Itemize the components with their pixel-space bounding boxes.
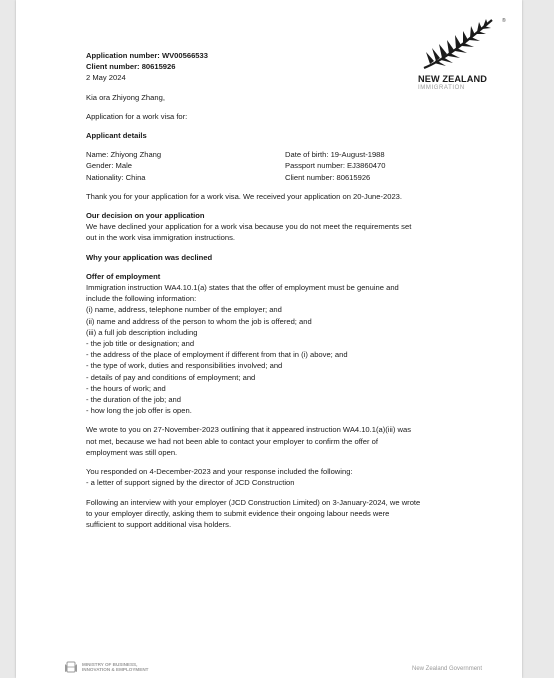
following-line: sufficient to support additional visa holders. xyxy=(86,519,232,529)
offer-line: (iii) a full job description including xyxy=(86,327,198,337)
applicant-gender: Gender: Male xyxy=(86,161,133,171)
ministry-line-1: MINISTRY OF BUSINESS, xyxy=(82,662,138,667)
why-heading: Why your application was declined xyxy=(86,252,213,262)
nz-government-logo: New Zealand Government xyxy=(412,666,483,672)
application-number: Application number: WV00566533 xyxy=(86,51,208,60)
offer-line: Immigration instruction WA4.10.1(a) states that the offer of employment must be genuine and xyxy=(86,283,399,293)
application-for: Application for a work visa for: xyxy=(86,111,188,121)
letter-body xyxy=(86,50,486,530)
registered-mark: ® xyxy=(502,18,506,24)
responded-line: - a letter of support signed by the director of JCD Construction xyxy=(86,478,295,488)
offer-line: include the following information: xyxy=(86,294,197,304)
wrote-line: We wrote to you on 27-November-2023 outlining that it appeared instruction WA4.10.1(a)(iii) was xyxy=(86,425,412,435)
applicant-passport: Passport number: EJ3860470 xyxy=(285,161,386,171)
logo-subline: IMMIGRATION xyxy=(418,85,465,91)
offer-line: (i) name, address, telephone number of the employer; and xyxy=(86,305,282,315)
applicant-row-2 xyxy=(86,160,486,171)
following-line: Following an interview with your employer (JCD Construction Limited) on 3-January-2024, we wrote xyxy=(86,497,421,507)
logo-wordmark: NEW ZEALAND xyxy=(418,74,487,84)
applicant-dob: Date of birth: 19-August-1988 xyxy=(285,150,385,160)
thank-you-paragraph: Thank you for your application for a work visa. We received your application on 20-June-2023. xyxy=(86,191,403,201)
offer-line: - the type of work, duties and responsibilities involved; and xyxy=(86,361,283,371)
wrote-line: employment was still open. xyxy=(86,447,178,457)
applicant-name: Name: Zhiyong Zhang xyxy=(86,150,162,160)
applicant-heading: Applicant details xyxy=(86,131,147,141)
offer-line: - the hours of work; and xyxy=(86,383,166,393)
ministry-logo xyxy=(64,660,148,674)
applicant-client-number: Client number: 80615926 xyxy=(285,172,371,182)
offer-line: - the address of the place of employment if different from that in (i) above; and xyxy=(86,350,348,360)
following-line: to your employer directly, asking them to submit evidence their ongoing labour needs were xyxy=(86,508,390,518)
applicant-row-1 xyxy=(86,149,486,160)
offer-line: - how long the job offer is open. xyxy=(86,406,192,416)
offer-heading: Offer of employment xyxy=(86,271,161,281)
wrote-line: not met, because we had not been able to contact your employer to confirm the offer of xyxy=(86,436,378,446)
applicant-row-3 xyxy=(86,172,486,183)
offer-line: - the job title or designation; and xyxy=(86,339,195,349)
offer-line: (ii) name and address of the person to whom the job is offered; and xyxy=(86,316,312,326)
responded-line: You responded on 4-December-2023 and your response included the following: xyxy=(86,467,353,477)
ministry-line-2: INNOVATION & EMPLOYMENT xyxy=(82,667,149,672)
client-number: Client number: 80615926 xyxy=(86,62,176,72)
offer-line: - details of pay and conditions of employment; and xyxy=(86,372,256,382)
decision-line: We have declined your application for a work visa because you do not meet the requirements set xyxy=(86,222,412,232)
decision-line: out in the work visa immigration instructions. xyxy=(86,233,235,243)
coat-of-arms-icon xyxy=(64,660,78,674)
greeting: Kia ora Zhiyong Zhang, xyxy=(86,92,165,102)
decision-heading: Our decision on your application xyxy=(86,211,205,221)
offer-line: - the duration of the job; and xyxy=(86,395,181,405)
letter-page xyxy=(16,0,522,678)
applicant-nationality: Nationality: China xyxy=(86,172,146,182)
letter-date: 2 May 2024 xyxy=(86,73,126,83)
